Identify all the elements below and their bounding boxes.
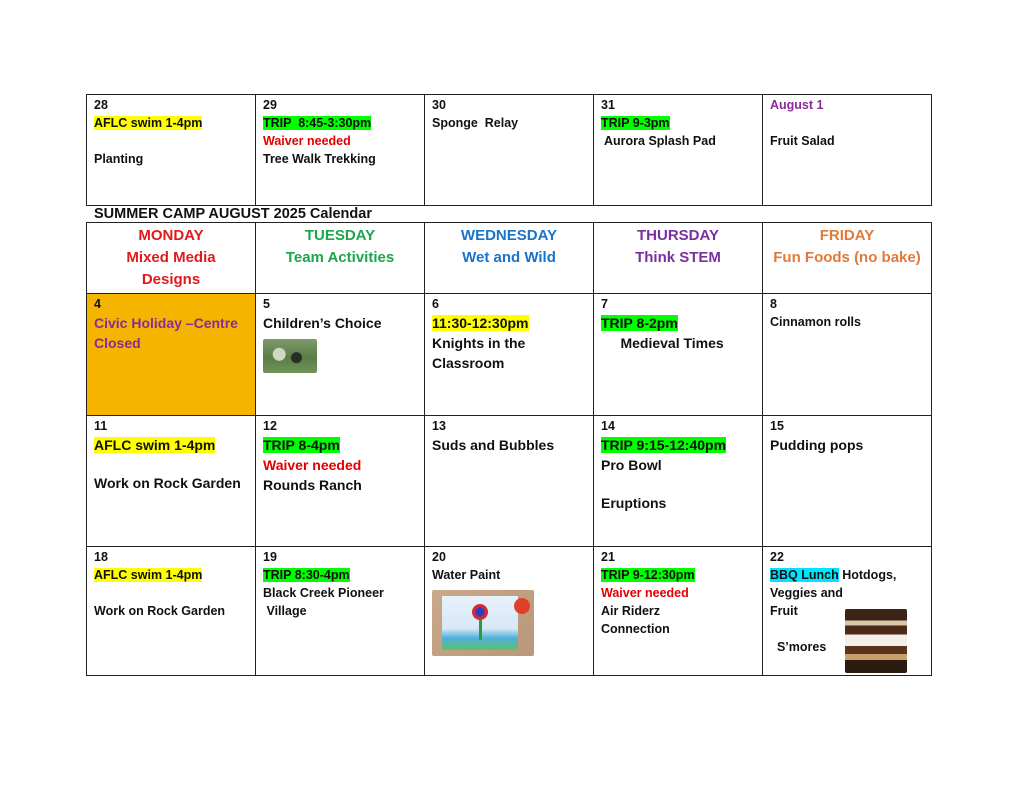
swim-event: AFLC swim 1-4pm [94,116,203,130]
holiday-note: Civic Holiday –Centre [94,315,238,331]
trip-event: TRIP 8-2pm [601,315,678,331]
day-number: 13 [432,419,446,433]
waiver-note: Waiver needed [263,134,351,148]
day-cell-5 [256,294,425,416]
day-cell-14 [594,416,763,547]
activity: Suds and Bubbles [432,437,555,453]
day-cell-7 [594,294,763,416]
activity: Water Paint [432,568,501,582]
lunch-menu: Hotdogs, [838,568,897,582]
trip-event: TRIP 8:30-4pm [263,568,350,582]
header-wednesday [425,223,594,294]
waiver-note: Waiver needed [263,457,362,473]
august-calendar-table [86,222,932,676]
activity: Knights in the [432,335,526,351]
waiver-note: Waiver needed [601,586,689,600]
theme-label: Think STEM [635,249,721,266]
paint-cup-shape [514,598,530,614]
day-cell-20 [425,547,594,676]
day-number: 22 [770,550,784,564]
activity: Rounds Ranch [263,477,362,493]
activity: Air Riderz [601,604,661,618]
spacer [94,132,248,150]
day-cell-4 [87,294,256,416]
activity: Pro Bowl [601,457,662,473]
activity-cont: Classroom [432,355,505,371]
day-number: 28 [94,98,108,112]
weekday-label: WEDNESDAY [460,227,558,244]
activity: Children’s Choice [263,315,382,331]
day-number: 8 [770,297,777,311]
day-cell-12 [256,416,425,547]
activity: Aurora Splash Pad [601,134,716,148]
spacer [94,584,248,602]
swim-event: AFLC swim 1-4pm [94,568,203,582]
activity: Pudding pops [770,437,864,453]
time-event: 11:30-12:30pm [432,315,529,331]
day-cell-aug-1 [763,95,932,206]
swim-event: AFLC swim 1-4pm [94,437,216,453]
lunch-menu-cont-2: Fruit [770,604,798,618]
activity: Cinnamon rolls [770,315,861,329]
header-tuesday [256,223,425,294]
weekday-label: FRIDAY [819,227,875,244]
calendar-title: SUMMER CAMP AUGUST 2025 Calendar [94,206,372,222]
activity: Work on Rock Garden [94,475,241,491]
activity: Medieval Times [601,335,724,351]
day-number: 12 [263,419,277,433]
day-cell-8 [763,294,932,416]
activity: Tree Walk Trekking [263,152,376,166]
day-number: 5 [263,297,270,311]
activity-cont: Village [263,604,307,618]
day-cell-18 [87,547,256,676]
day-number: August 1 [770,98,824,112]
spacer [601,475,755,493]
trip-event: TRIP 8-4pm [263,437,340,453]
activity: Black Creek Pioneer [263,586,384,600]
day-cell-28 [87,95,256,206]
theme-label: Team Activities [285,249,395,266]
theme-label: Mixed Media Designs [126,249,216,288]
header-monday [87,223,256,294]
day-number: 14 [601,419,615,433]
day-number: 30 [432,98,446,112]
smores-photo [845,609,907,673]
day-number: 18 [94,550,108,564]
day-number: 31 [601,98,615,112]
dessert: S’mores [770,640,827,654]
trip-event: TRIP 9-3pm [601,116,670,130]
trip-event: TRIP 8:45-3:30pm [263,116,372,130]
day-number: 15 [770,419,784,433]
day-cell-22 [763,547,932,676]
holiday-note-cont: Closed [94,335,141,351]
weekday-label: TUESDAY [304,227,376,244]
flower-shape [472,604,488,620]
spacer [770,114,924,132]
activity-cont: Connection [601,622,670,636]
activity: Fruit Salad [770,134,835,148]
day-number: 4 [94,297,101,311]
header-friday [763,223,932,294]
header-thursday [594,223,763,294]
theme-label: Wet and Wild [462,249,556,266]
trip-event: TRIP 9-12:30pm [601,568,695,582]
previous-week-table [86,94,932,206]
day-cell-21 [594,547,763,676]
day-number: 11 [94,419,108,433]
activity: Sponge Relay [432,116,519,130]
theme-label: Fun Foods (no bake) [773,249,921,266]
day-cell-29 [256,95,425,206]
water-paint-photo [432,590,534,656]
day-cell-6 [425,294,594,416]
activity: Planting [94,152,144,166]
day-cell-11 [87,416,256,547]
day-cell-31 [594,95,763,206]
day-number: 20 [432,550,446,564]
day-cell-30 [425,95,594,206]
day-number: 6 [432,297,439,311]
day-cell-15 [763,416,932,547]
day-number: 7 [601,297,608,311]
weekday-label: THURSDAY [637,227,719,244]
day-number: 29 [263,98,277,112]
day-cell-13 [425,416,594,547]
lunch-menu-cont: Veggies and [770,586,843,600]
day-number: 19 [263,550,277,564]
weekday-label: MONDAY [138,227,204,244]
activity-2: Eruptions [601,495,667,511]
trip-event: TRIP 9:15-12:40pm [601,437,727,453]
bbq-lunch-event: BBQ Lunch [770,568,839,582]
day-cell-19 [256,547,425,676]
kids-playing-photo [263,339,317,373]
spacer [94,455,248,473]
stem-shape [479,620,482,640]
activity: Work on Rock Garden [94,604,226,618]
day-number: 21 [601,550,615,564]
